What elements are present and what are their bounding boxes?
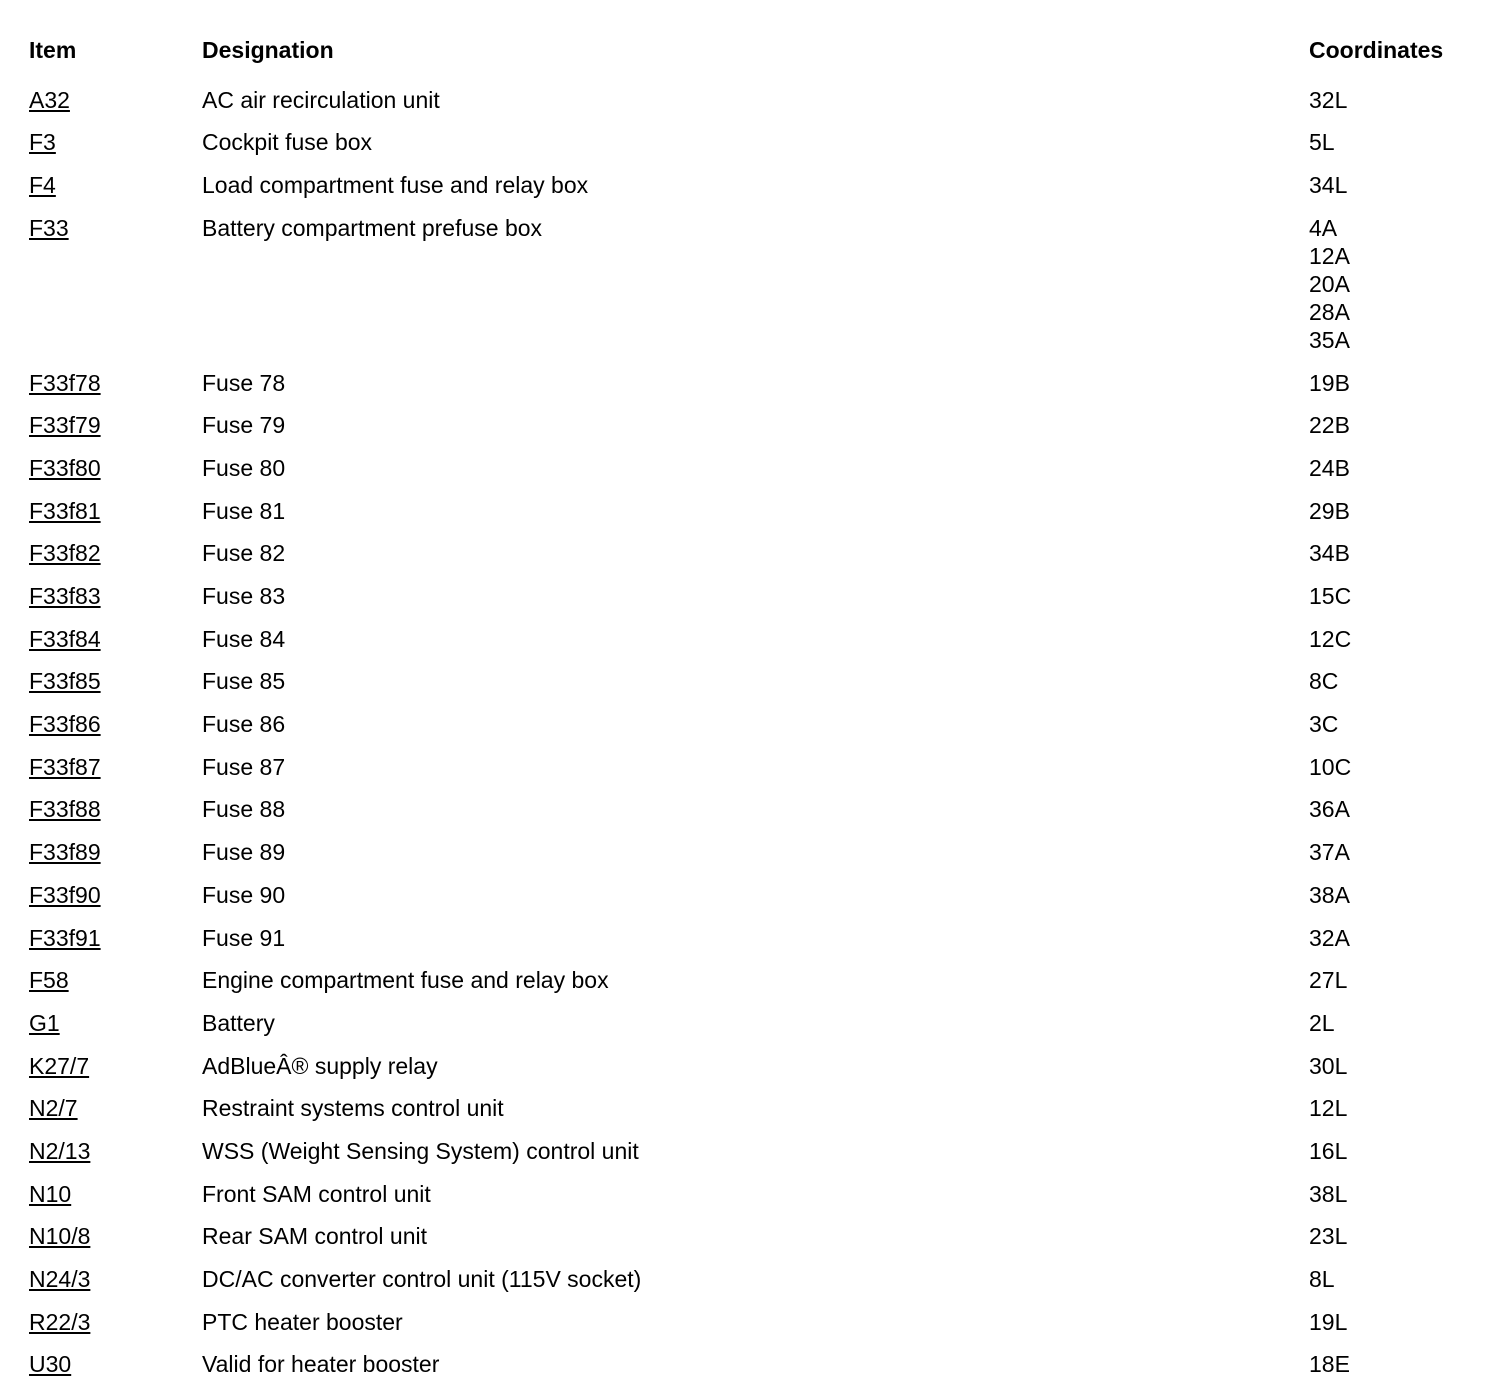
item-cell (29, 171, 202, 199)
designation-cell: Valid for heater booster (202, 1351, 440, 1378)
designation-cell: Battery compartment prefuse box (202, 214, 543, 241)
item-cell (29, 454, 202, 482)
coordinates-cell (1309, 881, 1489, 909)
item-link[interactable]: F33f82 (29, 540, 101, 567)
coordinate-value: 24B (1309, 454, 1350, 481)
table-row (29, 1045, 1489, 1088)
coordinate-value: 12C (1309, 625, 1352, 652)
table-row (29, 1130, 1489, 1173)
item-cell (29, 838, 202, 866)
item-link[interactable]: F4 (29, 171, 56, 198)
designation-cell: Load compartment fuse and relay box (202, 171, 589, 198)
item-link[interactable]: F33f88 (29, 796, 101, 823)
item-link[interactable]: F33f91 (29, 924, 101, 951)
coordinate-value: 30L (1309, 1052, 1348, 1079)
coordinates-cell (1309, 966, 1489, 994)
item-link[interactable]: F33f80 (29, 454, 101, 481)
table-row (29, 746, 1489, 789)
item-cell (29, 1265, 202, 1293)
table-row (29, 874, 1489, 917)
table-body (29, 79, 1489, 1387)
designation-cell: Fuse 88 (202, 796, 286, 823)
item-link[interactable]: F3 (29, 129, 56, 156)
item-link[interactable]: F33f85 (29, 668, 101, 695)
item-link[interactable]: F33f87 (29, 753, 101, 780)
designation-cell: Fuse 87 (202, 753, 286, 780)
coordinate-value: 4A (1309, 214, 1338, 241)
coordinate-value: 27L (1309, 967, 1348, 994)
item-cell (29, 1137, 202, 1165)
item-cell (29, 710, 202, 738)
table-row (29, 959, 1489, 1002)
item-cell (29, 497, 202, 525)
item-cell (29, 881, 202, 909)
header-designation: Designation (202, 37, 334, 63)
coordinate-value: 19B (1309, 369, 1350, 396)
coordinates-cell (1309, 411, 1489, 439)
coordinates-cell (1309, 753, 1489, 781)
designation-cell: Fuse 79 (202, 412, 286, 439)
item-cell (29, 128, 202, 156)
designation-cell: PTC heater booster (202, 1308, 403, 1335)
coordinates-cell (1309, 1137, 1489, 1165)
item-link[interactable]: F33f86 (29, 711, 101, 738)
item-link[interactable]: N24/3 (29, 1266, 91, 1292)
item-link[interactable]: F33f81 (29, 497, 101, 524)
coordinate-value: 38L (1309, 1180, 1348, 1207)
item-link[interactable]: F33 (29, 214, 69, 241)
coordinates-cell (1309, 86, 1489, 114)
item-link[interactable]: U30 (29, 1351, 72, 1378)
designation-cell: Front SAM control unit (202, 1180, 431, 1207)
designation-cell: Battery (202, 1009, 275, 1036)
item-link[interactable]: K27/7 (29, 1052, 90, 1079)
coordinates-cell (1309, 795, 1489, 823)
coordinates-cell (1309, 497, 1489, 525)
table-row (29, 1087, 1489, 1130)
table-row (29, 1258, 1489, 1301)
coordinates-cell (1309, 1308, 1489, 1336)
coordinates-cell (1309, 710, 1489, 738)
table-row (29, 788, 1489, 831)
item-link[interactable]: F33f83 (29, 583, 101, 609)
coordinate-value: 2L (1309, 1009, 1335, 1036)
item-cell (29, 667, 202, 695)
coordinate-value: 15C (1309, 583, 1352, 609)
item-link[interactable]: F33f84 (29, 625, 101, 652)
coordinate-value: 23L (1309, 1223, 1348, 1250)
item-cell (29, 1094, 202, 1122)
coordinates-cell (1309, 539, 1489, 567)
item-cell (29, 625, 202, 653)
designation-cell: AdBlueÂ® supply relay (202, 1052, 438, 1079)
coordinate-value: 22B (1309, 412, 1350, 439)
table-row (29, 164, 1489, 207)
item-cell (29, 753, 202, 781)
table-header (29, 0, 1489, 79)
table-row (29, 1173, 1489, 1216)
table-row (29, 575, 1489, 618)
designation-cell: Restraint systems control unit (202, 1095, 504, 1122)
item-link[interactable]: F33f79 (29, 412, 101, 439)
item-link[interactable]: F33f78 (29, 369, 101, 396)
coordinate-value: 29B (1309, 497, 1350, 524)
item-link[interactable]: F33f89 (29, 839, 101, 866)
table-row (29, 1002, 1489, 1045)
item-cell (29, 582, 202, 610)
item-link[interactable]: G1 (29, 1009, 60, 1036)
designation-cell: Fuse 91 (202, 924, 286, 951)
item-cell (29, 1350, 202, 1378)
coordinates-cell (1309, 128, 1489, 156)
table-row (29, 618, 1489, 661)
coordinate-value: 34L (1309, 171, 1348, 198)
table-row (29, 1301, 1489, 1344)
item-cell (29, 1180, 202, 1208)
coordinate-value: 8C (1309, 668, 1339, 695)
table-row (29, 447, 1489, 490)
item-link[interactable]: N2/13 (29, 1137, 91, 1164)
designation-cell: WSS (Weight Sensing System) control unit (202, 1137, 639, 1164)
coordinate-value: 36A (1309, 796, 1350, 823)
coordinate-value: 3C (1309, 711, 1339, 738)
coordinate-value: 28A (1309, 298, 1350, 325)
table-row (29, 79, 1489, 122)
designation-cell: Fuse 83 (202, 583, 286, 609)
designation-cell: Cockpit fuse box (202, 129, 373, 156)
coordinates-cell (1309, 171, 1489, 199)
coordinates-cell (1309, 924, 1489, 952)
coordinates-cell (1309, 1009, 1489, 1037)
coordinate-value: 37A (1309, 839, 1350, 866)
coordinates-cell (1309, 1052, 1489, 1080)
header-coordinates: Coordinates (1309, 37, 1444, 63)
designation-cell: AC air recirculation unit (202, 86, 440, 113)
coordinate-value: 32L (1309, 86, 1348, 113)
coordinates-cell (1309, 838, 1489, 866)
item-link[interactable]: N2/7 (29, 1095, 78, 1122)
table-row (29, 831, 1489, 874)
coordinate-value: 20A (1309, 270, 1350, 297)
coordinates-cell (1309, 1350, 1489, 1378)
coordinates-cell (1309, 1180, 1489, 1208)
coordinate-value: 18E (1309, 1351, 1350, 1378)
header-item: Item (29, 37, 77, 63)
designation-cell: Fuse 90 (202, 881, 286, 908)
item-link[interactable]: R22/3 (29, 1308, 91, 1335)
coordinate-value: 38A (1309, 881, 1350, 908)
designation-cell: Fuse 81 (202, 497, 286, 524)
table-row (29, 207, 1489, 362)
coordinate-value: 32A (1309, 924, 1350, 951)
item-cell (29, 924, 202, 952)
coordinate-value: 12A (1309, 242, 1350, 269)
table-row (29, 1215, 1489, 1258)
coordinate-value: 19L (1309, 1308, 1348, 1335)
item-cell (29, 369, 202, 397)
table-row (29, 1343, 1489, 1386)
designation-cell: Fuse 82 (202, 540, 286, 567)
item-cell (29, 539, 202, 567)
coordinate-value: 35A (1309, 326, 1350, 353)
table-row (29, 703, 1489, 746)
item-link[interactable]: F33f90 (29, 881, 101, 908)
item-link[interactable]: A32 (29, 86, 70, 113)
item-cell (29, 214, 202, 242)
designation-cell: Fuse 80 (202, 454, 286, 481)
table-row (29, 362, 1489, 405)
item-link[interactable]: F58 (29, 967, 69, 994)
item-cell (29, 795, 202, 823)
coordinates-cell (1309, 454, 1489, 482)
table-row (29, 490, 1489, 533)
item-cell (29, 1308, 202, 1336)
item-cell (29, 1052, 202, 1080)
designation-cell: Fuse 89 (202, 839, 286, 866)
designation-cell: Fuse 78 (202, 369, 286, 396)
designation-cell: Fuse 86 (202, 711, 286, 738)
item-cell (29, 1009, 202, 1037)
coordinates-cell (1309, 1094, 1489, 1122)
table-row (29, 660, 1489, 703)
item-cell (29, 1222, 202, 1250)
designation-cell: Fuse 85 (202, 668, 286, 695)
coordinate-value: 5L (1309, 129, 1335, 156)
coordinate-value: 8L (1309, 1266, 1335, 1292)
component-legend-table (29, 0, 1489, 1386)
coordinates-cell (1309, 1222, 1489, 1250)
designation-cell: Fuse 84 (202, 625, 286, 652)
item-link[interactable]: N10 (29, 1180, 72, 1207)
item-cell (29, 86, 202, 114)
coordinate-value: 34B (1309, 540, 1350, 567)
table-row (29, 404, 1489, 447)
item-cell (29, 411, 202, 439)
coordinates-cell (1309, 667, 1489, 695)
designation-cell: Rear SAM control unit (202, 1223, 427, 1250)
item-link[interactable]: N10/8 (29, 1223, 91, 1250)
table-row (29, 121, 1489, 164)
coordinates-cell (1309, 214, 1489, 354)
coordinates-cell (1309, 1265, 1489, 1293)
coordinates-cell (1309, 369, 1489, 397)
table-row (29, 917, 1489, 960)
designation-cell: DC/AC converter control unit (115V socket) (202, 1266, 642, 1292)
table-row (29, 532, 1489, 575)
coordinate-value: 12L (1309, 1095, 1348, 1122)
coordinate-value: 16L (1309, 1137, 1348, 1164)
coordinate-value: 10C (1309, 753, 1352, 780)
coordinates-cell (1309, 582, 1489, 610)
item-cell (29, 966, 202, 994)
coordinates-cell (1309, 625, 1489, 653)
designation-cell: Engine compartment fuse and relay box (202, 967, 609, 994)
